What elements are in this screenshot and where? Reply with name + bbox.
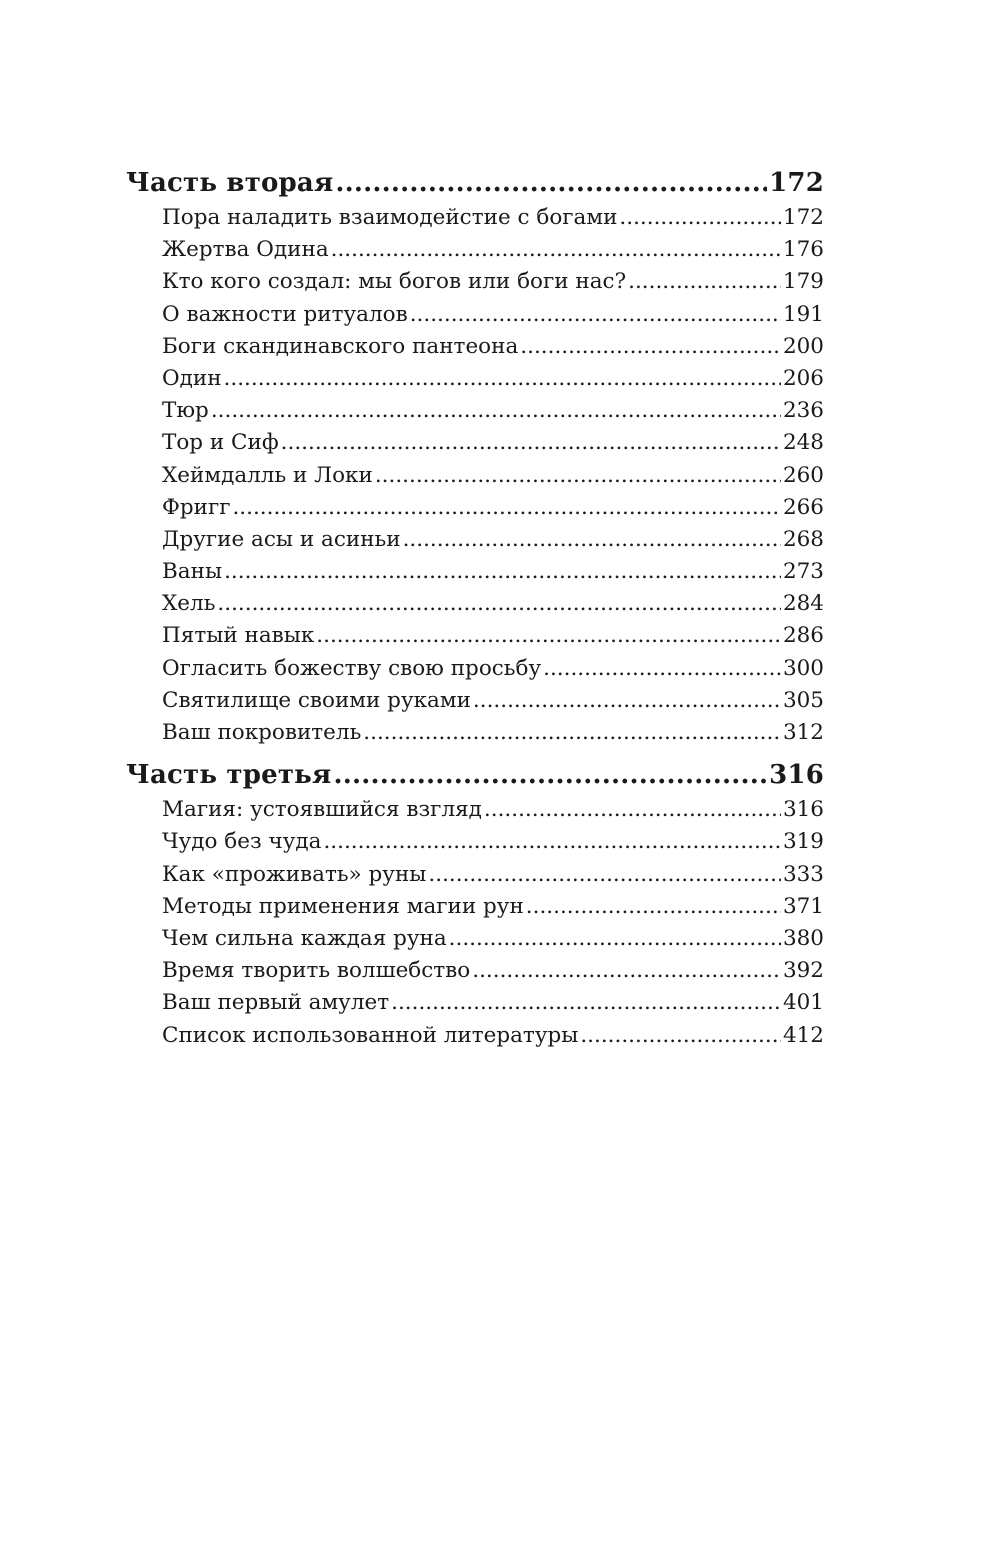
entry-title: Тюр: [162, 398, 209, 424]
entry-title: Ваны: [162, 559, 223, 585]
entry-page-number: 371: [782, 893, 824, 919]
entry-title: Святилище своими руками: [162, 687, 471, 713]
entry-title: Ваш первый амулет: [162, 990, 390, 1016]
toc-entry: [126, 720, 824, 752]
toc-entry: [126, 205, 824, 237]
toc-entry: [126, 623, 824, 655]
entry-title: Ваш покровитель: [162, 720, 362, 745]
toc-entry: [126, 334, 824, 366]
toc-entry: [126, 958, 824, 990]
toc-entry: [126, 862, 824, 894]
toc-part-heading: [126, 760, 824, 797]
dot-leader: [484, 797, 781, 822]
part-page-number: 172: [769, 168, 824, 198]
dot-leader: [449, 926, 781, 951]
entry-page-number: 392: [782, 958, 824, 984]
entry-title: Хель: [162, 591, 216, 617]
entry-title: Другие асы и асиньи: [162, 526, 401, 552]
dot-leader: [628, 269, 781, 294]
entry-title: Список использованной литературы: [162, 1022, 579, 1048]
entry-title: Тор и Сиф: [162, 430, 279, 456]
entry-page-number: 300: [782, 655, 824, 681]
toc-entry: [126, 269, 824, 301]
part-title: Часть вторая: [126, 168, 334, 198]
dot-leader: [232, 495, 780, 520]
entry-title: Чем сильна каждая руна: [162, 925, 447, 951]
toc-entry: [126, 829, 824, 861]
dot-leader: [323, 829, 781, 854]
toc-entry: [126, 1023, 824, 1055]
entry-page-number: 316: [782, 797, 824, 823]
entry-page-number: 273: [782, 559, 824, 585]
dot-leader: [224, 559, 781, 584]
entry-page-number: 401: [782, 990, 824, 1016]
entry-page-number: 380: [782, 925, 824, 951]
toc-entry: [126, 688, 824, 720]
toc-entry: [126, 237, 824, 269]
dot-leader: [211, 398, 781, 423]
dot-leader: [580, 1023, 781, 1048]
entry-title: Боги скандинавского пантеона: [162, 333, 519, 359]
toc-entry: [126, 894, 824, 926]
toc-section-part-three: [126, 760, 824, 1055]
toc-entry: [126, 797, 824, 829]
entry-title: Магия: устоявшийся взгляд: [162, 797, 482, 823]
entry-page-number: 176: [782, 237, 824, 263]
entry-page-number: 312: [782, 720, 824, 745]
entry-title: Фригг: [162, 494, 231, 520]
dot-leader: [335, 168, 767, 198]
entry-page-number: 206: [782, 365, 824, 391]
entry-page-number: 319: [782, 829, 824, 855]
entry-title: Методы применения магии рун: [162, 893, 524, 919]
entry-title: Пятый навык: [162, 623, 315, 649]
toc-entry: [126, 366, 824, 398]
dot-leader: [363, 720, 781, 745]
entry-title: Жертва Одина: [162, 237, 329, 263]
entry-page-number: 200: [782, 333, 824, 359]
toc-entry: [126, 398, 824, 430]
dot-leader: [428, 862, 781, 887]
entry-page-number: 266: [782, 494, 824, 520]
entry-page-number: 248: [782, 430, 824, 456]
entry-page-number: 305: [782, 687, 824, 713]
toc-entry: [126, 926, 824, 958]
entry-title: Как «проживать» руны: [162, 861, 427, 887]
toc-entry: [126, 990, 824, 1022]
part-title: Часть третья: [126, 760, 332, 791]
toc-entry: [126, 302, 824, 334]
toc-entry: [126, 591, 824, 623]
toc-entry: [126, 559, 824, 591]
entry-title: Чудо без чуда: [162, 829, 322, 855]
entry-page-number: 260: [782, 462, 824, 488]
entry-page-number: 236: [782, 398, 824, 424]
entry-page-number: 172: [782, 205, 824, 230]
dot-leader: [526, 894, 781, 919]
dot-leader: [217, 591, 781, 616]
entry-page-number: 284: [782, 591, 824, 617]
toc-entry: [126, 463, 824, 495]
table-of-contents: [126, 168, 824, 1055]
entry-title: Один: [162, 365, 222, 391]
toc-entry: [126, 430, 824, 462]
entry-page-number: 268: [782, 526, 824, 552]
entry-title: Хеймдалль и Локи: [162, 462, 373, 488]
entry-title: Время творить волшебство: [162, 958, 471, 984]
toc-entry: [126, 495, 824, 527]
dot-leader: [375, 463, 781, 488]
dot-leader: [281, 430, 781, 455]
dot-leader: [331, 237, 781, 262]
dot-leader: [473, 688, 781, 713]
dot-leader: [333, 760, 767, 790]
dot-leader: [410, 302, 781, 327]
dot-leader: [403, 527, 781, 552]
entry-page-number: 333: [782, 861, 824, 887]
toc-part-heading: [126, 168, 824, 205]
entry-title: О важности ритуалов: [162, 301, 408, 327]
entry-title: Огласить божеству свою просьбу: [162, 655, 542, 681]
toc-section-part-two: [126, 168, 824, 752]
entry-page-number: 191: [782, 301, 824, 327]
part-page-number: 316: [769, 760, 824, 791]
dot-leader: [472, 958, 781, 983]
dot-leader: [619, 205, 781, 230]
entry-page-number: 179: [782, 269, 824, 295]
dot-leader: [543, 656, 781, 681]
entry-page-number: 286: [782, 623, 824, 649]
dot-leader: [316, 623, 781, 648]
dot-leader: [224, 366, 781, 391]
toc-entry: [126, 527, 824, 559]
entry-title: Кто кого создал: мы богов или боги нас?: [162, 269, 627, 295]
toc-entry: [126, 656, 824, 688]
entry-title: Пора наладить взаимодейстие с богами: [162, 205, 618, 230]
entry-page-number: 412: [782, 1022, 824, 1048]
dot-leader: [520, 334, 781, 359]
dot-leader: [391, 990, 781, 1015]
